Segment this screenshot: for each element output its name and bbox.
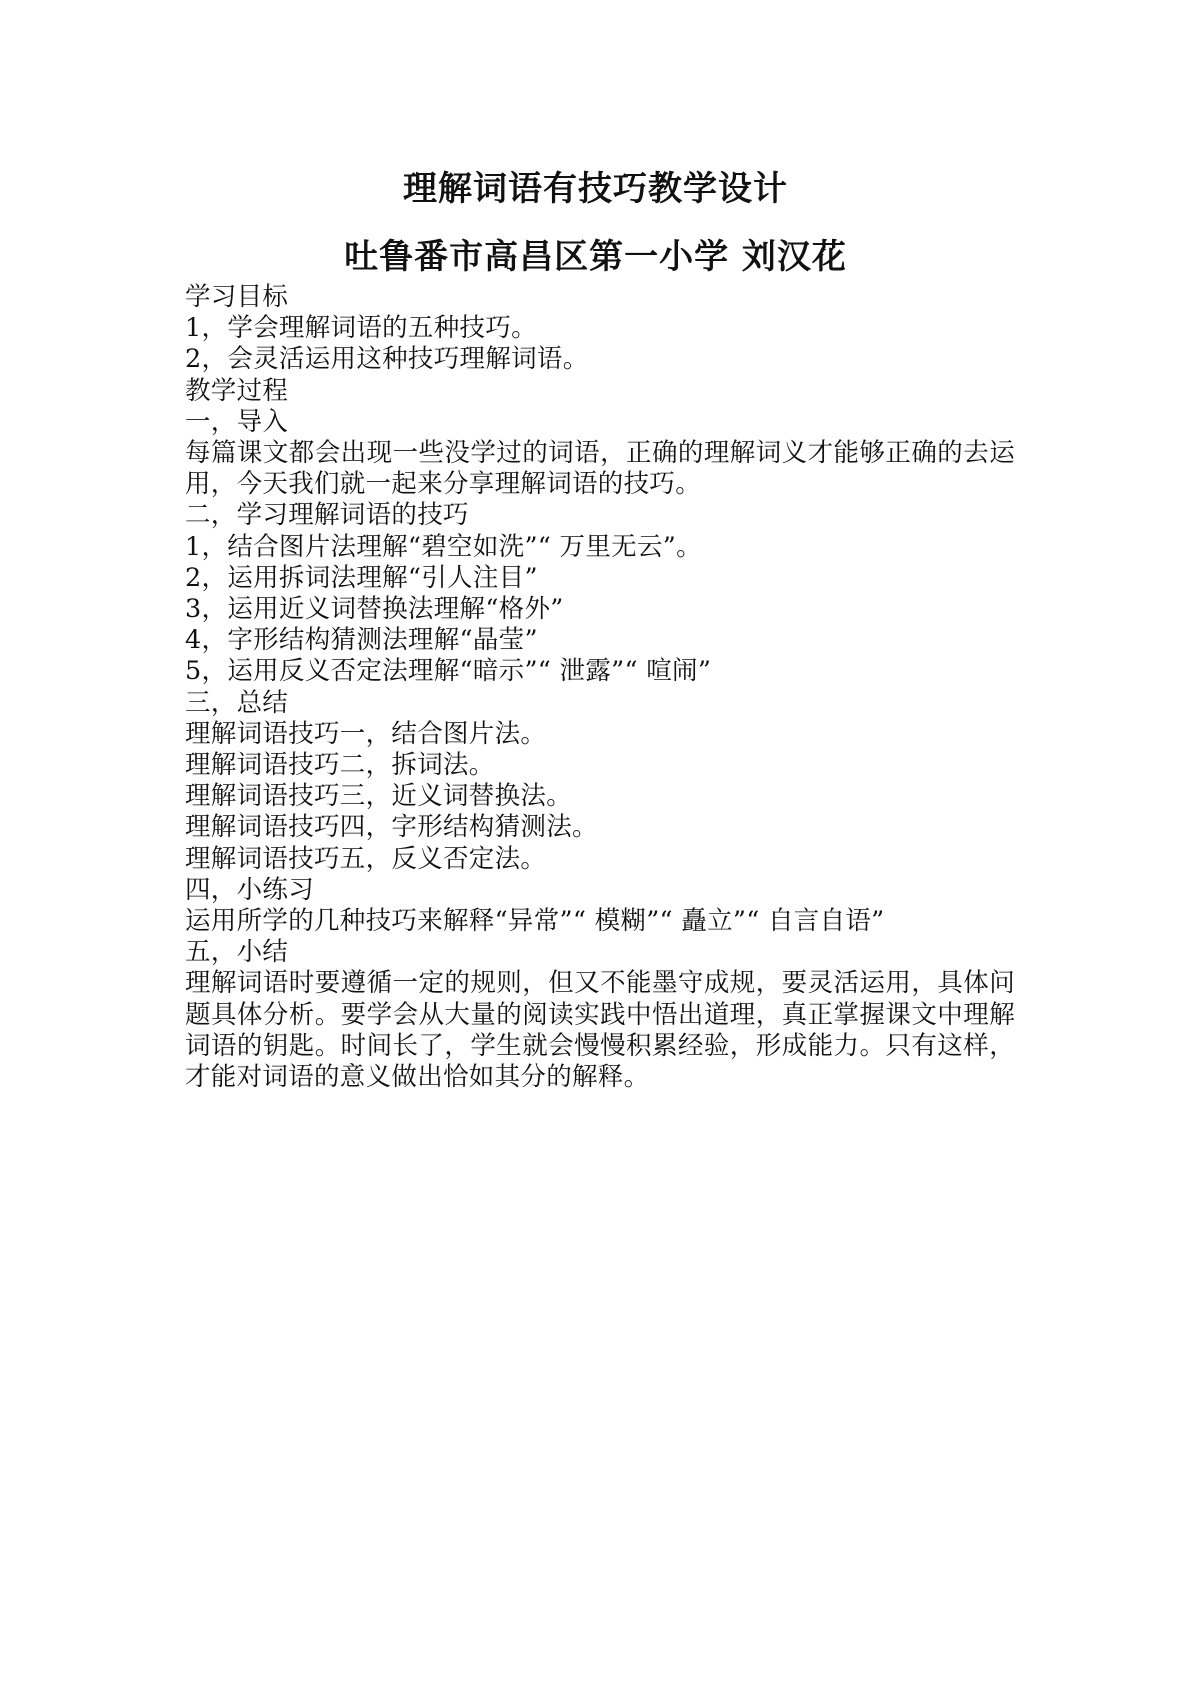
learn-item: 5，运用反义否定法理解“暗示”“ 泄露”“ 喧闹” xyxy=(185,656,712,687)
summary-item: 理解词语技巧一，结合图片法。 xyxy=(185,718,547,749)
objective-item: 1，学会理解词语的五种技巧。 xyxy=(185,313,537,344)
summary-item: 理解词语技巧三，近义词替换法。 xyxy=(185,781,573,812)
conclusion-heading: 五，小结 xyxy=(185,937,289,968)
document-body xyxy=(185,282,1015,1093)
objectives-heading: 学习目标 xyxy=(185,282,289,312)
learn-item: 4，字形结构猜测法理解“晶莹” xyxy=(185,625,538,656)
summary-item: 理解词语技巧二，拆词法。 xyxy=(185,750,495,781)
summary-heading: 三，总结 xyxy=(185,687,289,718)
learn-heading: 二，学习理解词语的技巧 xyxy=(185,500,469,531)
summary-item: 理解词语技巧五，反义否定法。 xyxy=(185,843,547,874)
learn-item: 2，运用拆词法理解“引人注目” xyxy=(185,562,538,593)
learn-item: 3，运用近义词替换法理解“格外” xyxy=(185,594,564,625)
practice-paragraph: 运用所学的几种技巧来解释“异常”“ 模糊”“ 矗立”“ 自言自语” xyxy=(185,906,885,937)
intro-paragraph: 每篇课文都会出现一些没学过的词语，正确的理解词义才能够正确的去运用，今天我们就一起来分享理解词语的技巧。 xyxy=(185,438,1015,500)
learn-item: 1，结合图片法理解“碧空如洗”“ 万里无云”。 xyxy=(185,531,702,562)
intro-heading: 一，导入 xyxy=(185,406,289,437)
conclusion-paragraph: 理解词语时要遵循一定的规则，但又不能墨守成规，要灵活运用，具体问题具体分析。要学会从大量的阅读实践中悟出道理，真正掌握课文中理解词语的钥匙。时间长了，学生就会慢慢积累经验，形成能力。只有这样，才能对词语的意义做出恰如其分的解释。 xyxy=(185,968,1015,1093)
process-heading: 教学过程 xyxy=(185,375,289,406)
practice-heading: 四，小练习 xyxy=(185,874,315,905)
document-title: 理解词语有技巧教学设计 xyxy=(403,169,788,209)
author-line: 吐鲁番市高昌区第一小学 刘汉花 xyxy=(344,237,847,277)
summary-item: 理解词语技巧四，字形结构猜测法。 xyxy=(185,812,598,843)
objective-item: 2，会灵活运用这种技巧理解词语。 xyxy=(185,344,589,375)
